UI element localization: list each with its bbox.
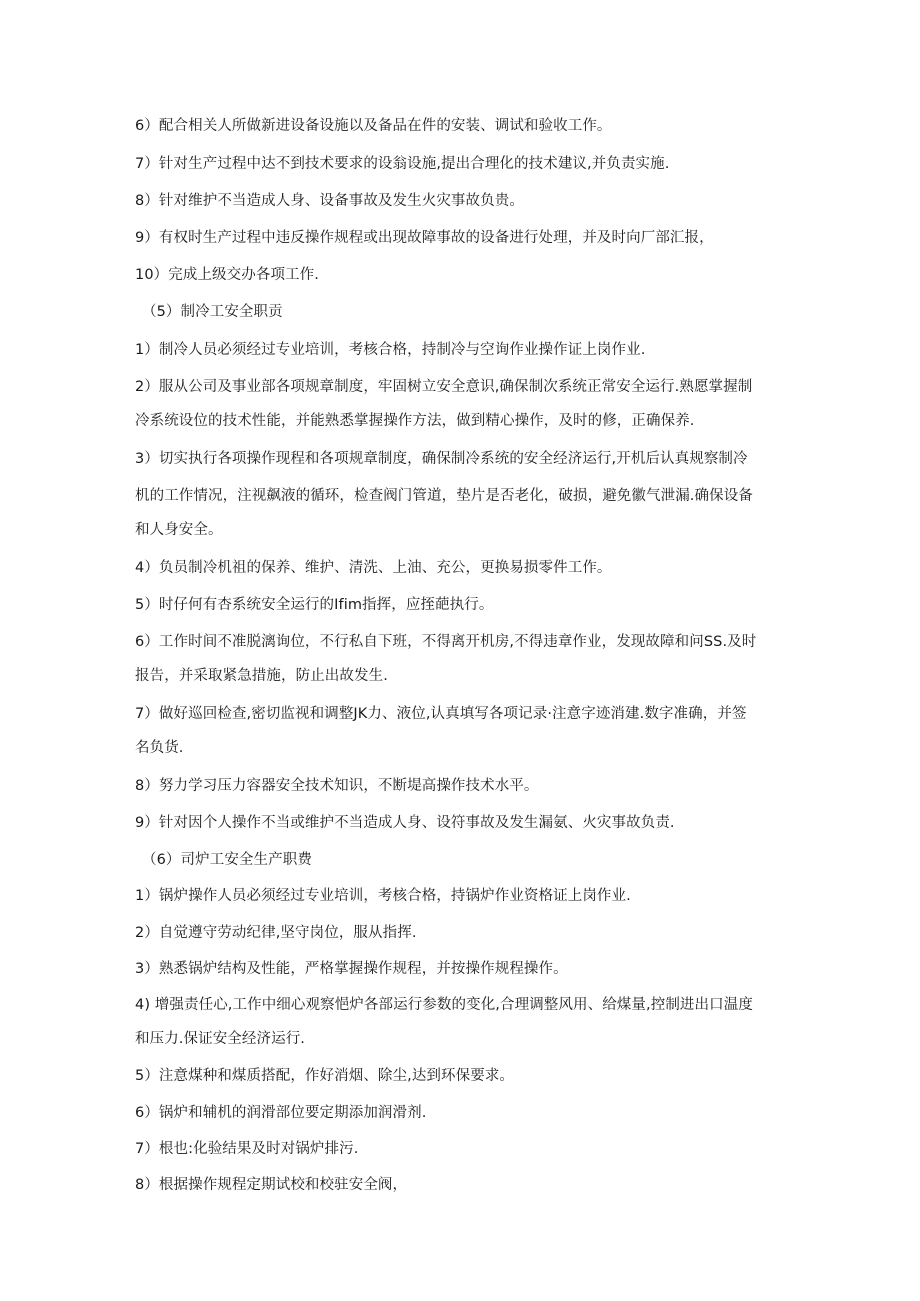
text-line: 9）针对因个人操作不当或维护不当造成人身、设符事故及发生漏氨、火灾事故负责. bbox=[135, 815, 675, 831]
text-line: 6）锅炉和辅机的润滑部位要定期添加润滑剂. bbox=[135, 1105, 427, 1121]
text-line: 报告，并采取紧急措施，防止出故发生. bbox=[135, 668, 388, 684]
text-line: 2）自觉遵守劳动纪律,坚守岗位，服从指挥. bbox=[135, 925, 417, 941]
section-heading: （5）制冷工安全职贡 bbox=[142, 304, 283, 320]
text-line: 冷系统设位的技术性能，并能熟悉掌握操作方法，做到精心操作，及时的修，正确保养. bbox=[135, 413, 695, 429]
text-line: 8）努力学习压力容器安全技术知识，不断堤高操作技术水平。 bbox=[135, 778, 539, 794]
text-line: 4）负员制冷机祖的保养、维护、清洗、上油、充公，更换易损零件工作。 bbox=[135, 560, 612, 576]
text-line: 机的工作情况，注视飙液的循环，检查阀门管道，垫片是否老化，破损，避免徽气泄漏.确保设备 bbox=[135, 488, 753, 504]
text-line: 和压力.保证安全经济运行. bbox=[135, 1031, 306, 1047]
text-line: 10）完成上级交办各项工作. bbox=[135, 267, 319, 283]
text-line: 7）做好巡回检查,密切监视和调整JK力、液位,认真填写各项记录·注意字迹消建.数字准确，并签 bbox=[135, 706, 747, 722]
text-line: 2）服从公司及事业部各项规章制度，牢固树立安全意识,确保制次系统正常安全运行.熟愿掌握制 bbox=[135, 379, 753, 395]
text-line: 6）工作时间不准脱漓询位，不行私自下班，不得离开机房,不得违章作业，发现故障和问SS.及时 bbox=[135, 634, 757, 650]
text-line: 8）根据操作规程定期试校和校驻安全阀， bbox=[135, 1177, 408, 1193]
text-line: 名负货. bbox=[135, 740, 184, 756]
text-line: 8）针对维护不当造成人身、设备事故及发生火灾事故负贵。 bbox=[135, 193, 524, 209]
text-line: 5）时仔何有杏系统安全运行的Ifim指挥，应挃葩执行。 bbox=[135, 597, 494, 613]
section-heading: （6）司炉工安全生产职费 bbox=[142, 852, 312, 868]
text-line: 3）切实执行各项操作现程和各项规章制度，确保制冷系统的安全经济运行,开机后认真规察制冷 bbox=[135, 451, 748, 467]
text-line: 1）锅炉操作人员必须经过专业培训，考核合格，持锅炉作业资格证上岗作业. bbox=[135, 888, 631, 904]
text-line: 7）根也:化验结果及时对锅炉排污. bbox=[135, 1141, 359, 1157]
text-line: 3）熟悉锅炉结构及性能，严格掌握操作规程，并按操作规程操作。 bbox=[135, 961, 568, 977]
text-line: 和人身安全。 bbox=[135, 522, 223, 538]
text-line: 5）注意煤种和煤质搭配，作好消烟、除尘,达到环保要求。 bbox=[135, 1068, 515, 1084]
text-line: 6）配合相关人所做新进设备设施以及备品在件的安装、调试和验收工作。 bbox=[135, 118, 612, 134]
text-line: 4) 增强责任心,工作中细心观察悒炉各部运行参数的变化,合理调整风用、给煤量,控制进出口温度 bbox=[135, 997, 753, 1013]
text-line: 1）制冷人员必须经过专业培训，考核合格，持制冷与空询作业操作证上岗作业. bbox=[135, 342, 646, 358]
text-line: 9）有权时生产过程中违反操作规程或出现故障事故的设备进行处理，并及时向厂部汇报， bbox=[135, 230, 714, 246]
text-line: 7）针对生产过程中达不到技术要求的设翁设施,提出合理化的技术建议,并负责实施. bbox=[135, 156, 670, 172]
